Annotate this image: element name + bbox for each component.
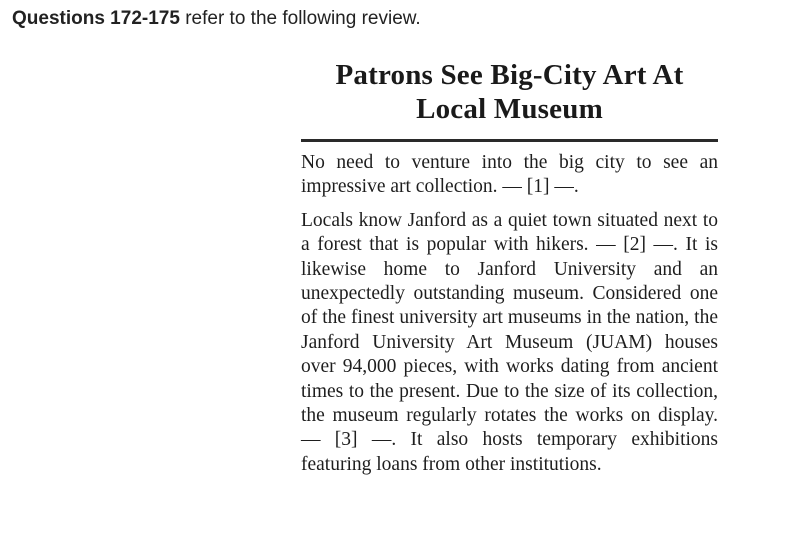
instruction-text: refer to the following review. — [179, 8, 421, 29]
review-article — [301, 58, 718, 477]
question-range: Questions 172-175 — [12, 8, 180, 29]
question-instruction — [12, 8, 421, 30]
headline-divider — [301, 139, 718, 142]
article-paragraph-2: Locals know Janford as a quiet town situated next to a forest that is popular with hikers. — [2] —. It is likewise home to Janford University and an unexpectedly outstanding museum. Considered one of the finest university art museums in the nation, the Janford University Art Museum (JUAM) houses over 94,000 pieces, with works dating from ancient times to the present. Due to the size of its collection, the museum regularly rotates the works on display. — [3] —. It also hosts temporary exhibitions featuring loans from other institutions. — [301, 209, 718, 475]
article-paragraph-1: No need to venture into the big city to see an impressive art collection. — [1] —. — [301, 152, 718, 198]
article-headline: Patrons See Big-City Art At Local Museum — [335, 59, 684, 125]
